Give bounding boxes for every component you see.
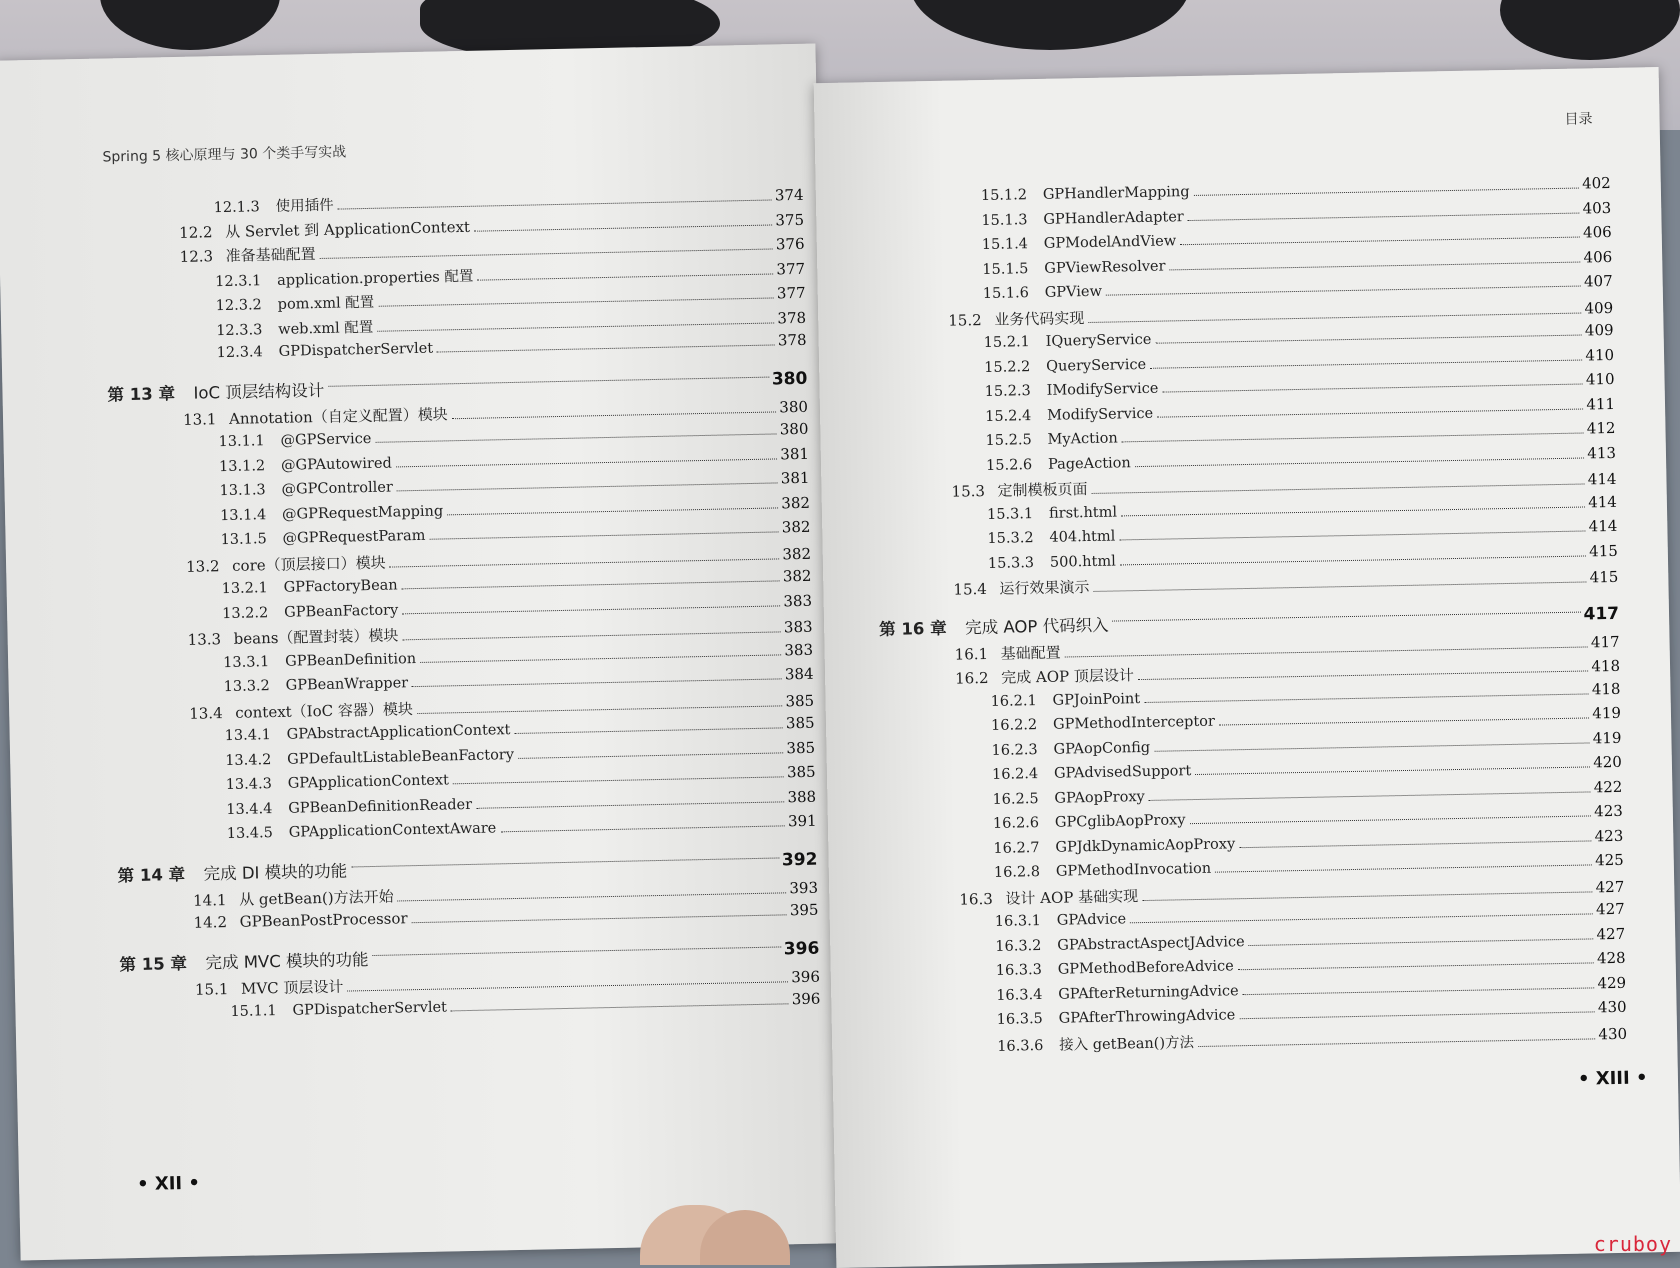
dot-leader [320, 248, 773, 258]
dot-leader [1142, 891, 1593, 901]
toc-number: 12.1.3 [213, 199, 260, 217]
toc-page-number: 402 [1581, 173, 1611, 193]
toc-page-number: 381 [780, 444, 810, 463]
toc-title: 接入 getBean()方法 [1059, 1034, 1195, 1054]
toc-number: 13.3.1 [223, 653, 270, 671]
toc-number: 12.3.1 [215, 272, 262, 290]
toc-page-number: 376 [775, 234, 805, 254]
toc-list [103, 184, 820, 1029]
toc-number: 13.2 [185, 556, 220, 576]
toc-page-number: 423 [1594, 826, 1624, 845]
toc-number: 16.2 [954, 668, 989, 688]
toc-page-number: 383 [783, 617, 813, 637]
toc-number: 15.1.3 [981, 211, 1028, 229]
running-head: Spring 5 核心原理与 30 个类手写实战 [102, 144, 347, 166]
dot-leader [1190, 815, 1592, 824]
toc-number: 15.3.3 [987, 554, 1035, 572]
toc-page-number: 415 [1589, 567, 1619, 587]
toc-number: 15.3 [951, 482, 986, 501]
toc-title: 完成 MVC 模块的功能 [205, 949, 369, 973]
dot-leader [1094, 581, 1587, 591]
dot-leader [1198, 1038, 1595, 1047]
toc-page-number: 396 [791, 989, 821, 1009]
dot-leader [378, 297, 774, 306]
toc-number: 15.2.1 [983, 334, 1030, 352]
toc-title: GPCglibAopProxy [1054, 812, 1186, 831]
dot-leader [1155, 335, 1582, 344]
toc-title: MyAction [1047, 430, 1118, 448]
dot-leader [447, 507, 778, 515]
toc-page-number: 406 [1583, 247, 1613, 266]
toc-page-number: 420 [1593, 752, 1623, 772]
toc-number: 15.2.4 [984, 407, 1032, 425]
toc-page-number: 385 [786, 762, 816, 782]
dot-leader [1215, 864, 1592, 872]
toc-title: GPApplicationContext [287, 772, 450, 792]
dot-leader [402, 580, 780, 589]
dot-leader [351, 857, 779, 867]
dot-leader [396, 458, 778, 467]
dot-leader [1088, 312, 1581, 322]
dot-leader [500, 825, 785, 832]
left-page [0, 44, 840, 1261]
dot-leader [1120, 555, 1586, 565]
toc-page-number: 382 [781, 493, 811, 512]
toc-number: 15.3.1 [986, 505, 1034, 523]
toc-number: 16.2.8 [993, 864, 1041, 881]
toc-number: 13.1.3 [219, 482, 266, 500]
dot-leader [1243, 987, 1595, 995]
toc-title: GPModelAndView [1043, 233, 1177, 252]
toc-title: GPBeanWrapper [285, 675, 409, 694]
toc-number: 第 15 章 [119, 953, 188, 974]
toc-number: 15.1.5 [982, 260, 1029, 278]
toc-page-number: 378 [777, 330, 807, 350]
dot-leader [1194, 188, 1580, 196]
toc-number: 13.3 [187, 630, 222, 649]
dot-leader [477, 273, 773, 280]
toc-title: 业务代码实现 [994, 308, 1085, 329]
toc-title: GPDefaultListableBeanFactory [287, 746, 515, 768]
toc-page-number: 427 [1595, 899, 1625, 919]
page-number: • XII • [136, 1172, 201, 1195]
toc-page-number: 423 [1594, 801, 1623, 821]
toc-title: 定制模板页面 [997, 480, 1088, 500]
toc-number: 12.3.2 [215, 297, 262, 315]
dot-leader [1239, 1011, 1595, 1019]
toc-page-number: 406 [1582, 222, 1612, 242]
toc-number: 16.2.1 [990, 692, 1037, 710]
toc-number: 15.1 [194, 979, 229, 999]
toc-list [871, 174, 1628, 1061]
fabric-spot [100, 0, 280, 50]
toc-number: 15.1.4 [981, 236, 1029, 254]
toc-title: GPBeanFactory [283, 601, 399, 621]
toc-title: 完成 DI 模块的功能 [203, 861, 348, 884]
toc-page-number: 415 [1589, 541, 1618, 560]
toc-title: core（顶层接口）模块 [231, 553, 386, 575]
toc-page-number: 419 [1592, 703, 1622, 723]
toc-title: ModifyService [1046, 405, 1154, 424]
toc-title: GPDispatcherServlet [292, 999, 448, 1019]
toc-number: 12.2 [178, 222, 213, 242]
dot-leader [372, 946, 780, 956]
toc-title: PageAction [1047, 454, 1131, 473]
toc-number: 13.4.3 [225, 776, 273, 794]
toc-number: 16.3.5 [996, 1010, 1043, 1028]
toc-page-number: 403 [1582, 198, 1612, 217]
toc-page-number: 414 [1587, 469, 1617, 489]
toc-number: 14.1 [192, 890, 227, 910]
toc-number: 13.4.4 [226, 800, 273, 818]
toc-title: 完成 AOP 代码织入 [964, 615, 1109, 637]
toc-number: 13.4.2 [225, 751, 272, 769]
toc-title: 基础配置 [1000, 643, 1061, 663]
toc-page-number: 377 [776, 283, 806, 303]
toc-page-number: 375 [775, 210, 805, 229]
toc-page-number: 410 [1585, 369, 1615, 389]
dot-leader [1154, 742, 1590, 751]
toc-page-number: 393 [789, 878, 819, 897]
toc-title: GPHandlerAdapter [1043, 208, 1184, 228]
toc-title: @GPService [280, 430, 372, 449]
toc-page-number: 427 [1596, 924, 1626, 943]
toc-page-number: 380 [779, 397, 809, 416]
toc-title: 404.html [1049, 528, 1116, 546]
dot-leader [474, 224, 772, 231]
toc-title: 使用插件 [275, 197, 334, 215]
toc-title: GPView [1044, 283, 1103, 301]
toc-number: 15.1.2 [980, 187, 1028, 205]
toc-number: 16.3.4 [996, 986, 1043, 1004]
toc-number: 16.3.3 [995, 962, 1043, 979]
toc-number: 第 14 章 [117, 864, 186, 885]
dot-leader [1170, 261, 1581, 270]
dot-leader [1122, 432, 1584, 442]
toc-title: GPMethodBeforeAdvice [1057, 958, 1234, 978]
dot-leader [390, 558, 780, 567]
dot-leader [1157, 408, 1583, 417]
toc-title: web.xml 配置 [278, 319, 374, 338]
toc-page-number: 383 [783, 591, 813, 610]
toc-page-number: 410 [1585, 345, 1615, 364]
toc-page-number: 414 [1588, 492, 1618, 511]
toc-page-number: 384 [784, 664, 814, 684]
dot-leader [377, 322, 774, 331]
dot-leader [402, 605, 780, 614]
dot-leader [452, 411, 777, 419]
toc-number: 16.1 [954, 644, 989, 664]
dot-leader [375, 433, 776, 442]
toc-number: 15.1.1 [230, 1003, 277, 1021]
fabric-spot [910, 0, 1190, 50]
dot-leader [1113, 612, 1581, 622]
toc-number: 16.3.2 [995, 937, 1042, 955]
toc-page-number: 388 [787, 787, 817, 806]
dot-leader [397, 482, 778, 491]
dot-leader [420, 654, 781, 663]
toc-number: 16.2.3 [991, 741, 1038, 759]
toc-page-number: 427 [1595, 877, 1625, 896]
toc-page-number: 380 [771, 368, 808, 390]
toc-title: GPMethodInvocation [1055, 860, 1212, 880]
toc-number: 16.2.4 [991, 766, 1039, 783]
toc-page-number: 413 [1587, 443, 1617, 462]
toc-title: GPAfterReturningAdvice [1058, 982, 1239, 1003]
toc-page-number: 396 [791, 967, 821, 986]
dot-leader [1195, 766, 1590, 775]
toc-number: 13.4.1 [224, 727, 272, 745]
dot-leader [1238, 962, 1594, 970]
running-head: 目录 [1564, 111, 1593, 128]
dot-leader [1092, 483, 1585, 493]
toc-number: 15.2.2 [984, 358, 1031, 376]
toc-number: 15.2 [948, 310, 982, 330]
toc-title: 从 Servlet 到 ApplicationContext [224, 217, 471, 241]
toc-number: 13.1 [182, 409, 217, 429]
dot-leader [1065, 646, 1588, 657]
watermark: cruboy [1593, 1232, 1672, 1256]
toc-title: IQueryService [1045, 331, 1152, 350]
toc-title: 完成 AOP 顶层设计 [1000, 666, 1135, 687]
toc-page-number: 378 [777, 308, 807, 327]
toc-number: 12.3.4 [216, 344, 263, 362]
toc-title: IModifyService [1046, 380, 1159, 399]
toc-title: 准备基础配置 [225, 245, 316, 265]
toc-page-number: 396 [783, 938, 820, 959]
dot-leader [1119, 530, 1585, 540]
toc-title: GPMethodInterceptor [1052, 713, 1216, 733]
toc-number: 16.2.6 [992, 815, 1040, 832]
fabric-spot [1500, 0, 1680, 60]
toc-page-number: 414 [1588, 516, 1618, 536]
dot-leader [1121, 506, 1585, 516]
toc-number: 13.1.4 [219, 506, 267, 524]
toc-number: 15.2.6 [985, 456, 1033, 474]
page-number: • XIII • [1577, 1067, 1648, 1090]
dot-leader [348, 981, 789, 991]
toc-number: 16.2.7 [993, 839, 1040, 857]
dot-leader [453, 776, 784, 784]
toc-title: @GPAutowired [280, 455, 392, 474]
toc-title: GPViewResolver [1044, 258, 1166, 277]
dot-leader [476, 801, 784, 808]
toc-number: 13.3.2 [223, 678, 270, 696]
toc-page-number: 385 [786, 738, 816, 757]
dot-leader [417, 705, 783, 714]
dot-leader [1180, 237, 1580, 246]
toc-page-number: 377 [776, 259, 806, 278]
toc-title: GPBeanDefinitionReader [288, 796, 473, 817]
toc-title: 500.html [1049, 553, 1116, 571]
dot-leader [412, 678, 782, 687]
toc-page-number: 411 [1586, 394, 1616, 413]
toc-page-number: 422 [1593, 777, 1623, 796]
toc-title: 从 getBean()方法开始 [238, 887, 394, 909]
toc-title: MVC 顶层设计 [240, 977, 344, 998]
toc-title: GPAdvisedSupport [1053, 763, 1192, 782]
toc-number: 15.3.2 [987, 530, 1034, 547]
dot-leader [1188, 212, 1580, 221]
toc-number: 16.2.2 [990, 717, 1038, 734]
toc-page-number: 385 [785, 691, 815, 710]
toc-number: 12.3 [179, 247, 214, 266]
dot-leader [1239, 840, 1592, 848]
toc-title: beans（配置封装）模块 [233, 626, 399, 648]
dot-leader [338, 199, 772, 209]
toc-number: 16.3 [959, 889, 993, 909]
dot-leader [1150, 359, 1582, 368]
toc-title: GPApplicationContextAware [288, 820, 497, 841]
toc-number: 16.3.6 [997, 1037, 1044, 1055]
toc-page-number: 417 [1583, 603, 1620, 625]
dot-leader [328, 377, 769, 387]
dot-leader [398, 892, 787, 901]
toc-number: 13.4.5 [226, 825, 274, 843]
toc-page-number: 385 [785, 713, 815, 733]
toc-title: GPHandlerMapping [1042, 184, 1190, 203]
toc-title: IoC 顶层结构设计 [193, 380, 325, 403]
toc-page-number: 419 [1592, 728, 1622, 747]
toc-page-number: 407 [1583, 271, 1613, 291]
dot-leader [1219, 717, 1589, 725]
toc-number: 13.2.1 [221, 580, 268, 598]
dot-leader [430, 531, 779, 539]
toc-page-number: 412 [1586, 418, 1616, 438]
toc-number: 15.2.3 [984, 383, 1031, 400]
toc-page-number: 409 [1584, 298, 1614, 317]
toc-page-number: 430 [1598, 1024, 1628, 1043]
toc-page-number: 381 [780, 468, 810, 488]
toc-title: GPAopProxy [1054, 788, 1145, 807]
toc-number: 15.1.6 [982, 285, 1030, 303]
toc-title: GPFactoryBean [283, 577, 398, 596]
toc-page-number: 418 [1591, 679, 1621, 698]
toc-page-number: 380 [779, 419, 809, 439]
dot-leader [1106, 286, 1581, 296]
dot-leader [1162, 384, 1583, 393]
toc-number: 16.2.5 [992, 790, 1039, 808]
toc-page-number: 418 [1591, 656, 1621, 676]
toc-page-number: 417 [1590, 632, 1620, 651]
toc-number: 13.1.1 [218, 433, 265, 451]
dot-leader [1130, 913, 1593, 923]
toc-number: 16.3.1 [994, 913, 1042, 930]
toc-title: GPAbstractAspectJAdvice [1057, 933, 1245, 954]
toc-title: @GPController [281, 479, 393, 498]
toc-title: GPJdkDynamicAopProxy [1055, 835, 1236, 856]
toc-page-number: 430 [1597, 997, 1627, 1017]
toc-page-number: 429 [1597, 973, 1627, 992]
toc-page-number: 395 [789, 900, 819, 920]
toc-page-number: 382 [781, 517, 811, 537]
dot-leader [451, 1003, 789, 1011]
toc-number: 第 13 章 [107, 383, 176, 404]
toc-number: 13.1.5 [220, 531, 267, 549]
toc-title: GPAbstractApplicationContext [286, 722, 511, 743]
toc-page-number: 428 [1596, 948, 1626, 968]
toc-number: 15.2.5 [985, 432, 1032, 449]
toc-page-number: 374 [774, 185, 804, 205]
toc-page-number: 409 [1584, 320, 1614, 340]
toc-page-number: 392 [781, 849, 818, 870]
toc-page-number: 382 [782, 544, 812, 563]
toc-title: context（IoC 容器）模块 [235, 699, 414, 722]
toc-title: GPAfterThrowingAdvice [1058, 1007, 1236, 1027]
dot-leader [514, 727, 783, 734]
right-page [814, 67, 1680, 1268]
toc-title: GPDispatcherServlet [278, 340, 434, 360]
toc-title: @GPRequestMapping [281, 502, 444, 523]
toc-title: GPJoinPoint [1052, 690, 1141, 709]
toc-number: 15.4 [953, 579, 988, 599]
toc-title: QueryService [1046, 356, 1147, 375]
toc-number: 13.2.2 [221, 604, 269, 622]
toc-number: 13.4 [189, 703, 223, 723]
toc-title: GPAopConfig [1053, 739, 1151, 758]
toc-title: pom.xml 配置 [277, 294, 375, 313]
toc-title: Annotation（自定义配置）模块 [228, 404, 448, 428]
toc-title: 设计 AOP 基础实现 [1005, 886, 1139, 908]
toc-number: 13.1.2 [218, 457, 266, 475]
toc-title: @GPRequestParam [282, 527, 426, 547]
toc-page-number: 383 [784, 640, 814, 659]
toc-page-number: 382 [782, 566, 812, 586]
dot-leader [1135, 457, 1585, 467]
toc-page-number: 425 [1594, 850, 1624, 870]
dot-leader [437, 344, 775, 352]
toc-title: GPAdvice [1056, 911, 1127, 929]
dot-leader [403, 631, 782, 640]
toc-title: application.properties 配置 [277, 268, 474, 289]
dot-leader [412, 914, 787, 923]
toc-title: 运行效果演示 [999, 578, 1090, 598]
dot-leader [1138, 670, 1589, 680]
toc-page-number: 391 [787, 811, 817, 831]
dot-leader [1149, 791, 1591, 800]
toc-number: 12.3.3 [216, 321, 263, 339]
toc-title: GPBeanPostProcessor [239, 909, 408, 931]
dot-leader [1249, 938, 1594, 946]
dot-leader [518, 752, 784, 759]
toc-title: GPBeanDefinition [284, 650, 417, 670]
dot-leader [1144, 693, 1589, 703]
toc-number: 第 16 章 [879, 618, 947, 639]
toc-number: 14.2 [193, 913, 228, 932]
toc-title: first.html [1048, 503, 1118, 522]
